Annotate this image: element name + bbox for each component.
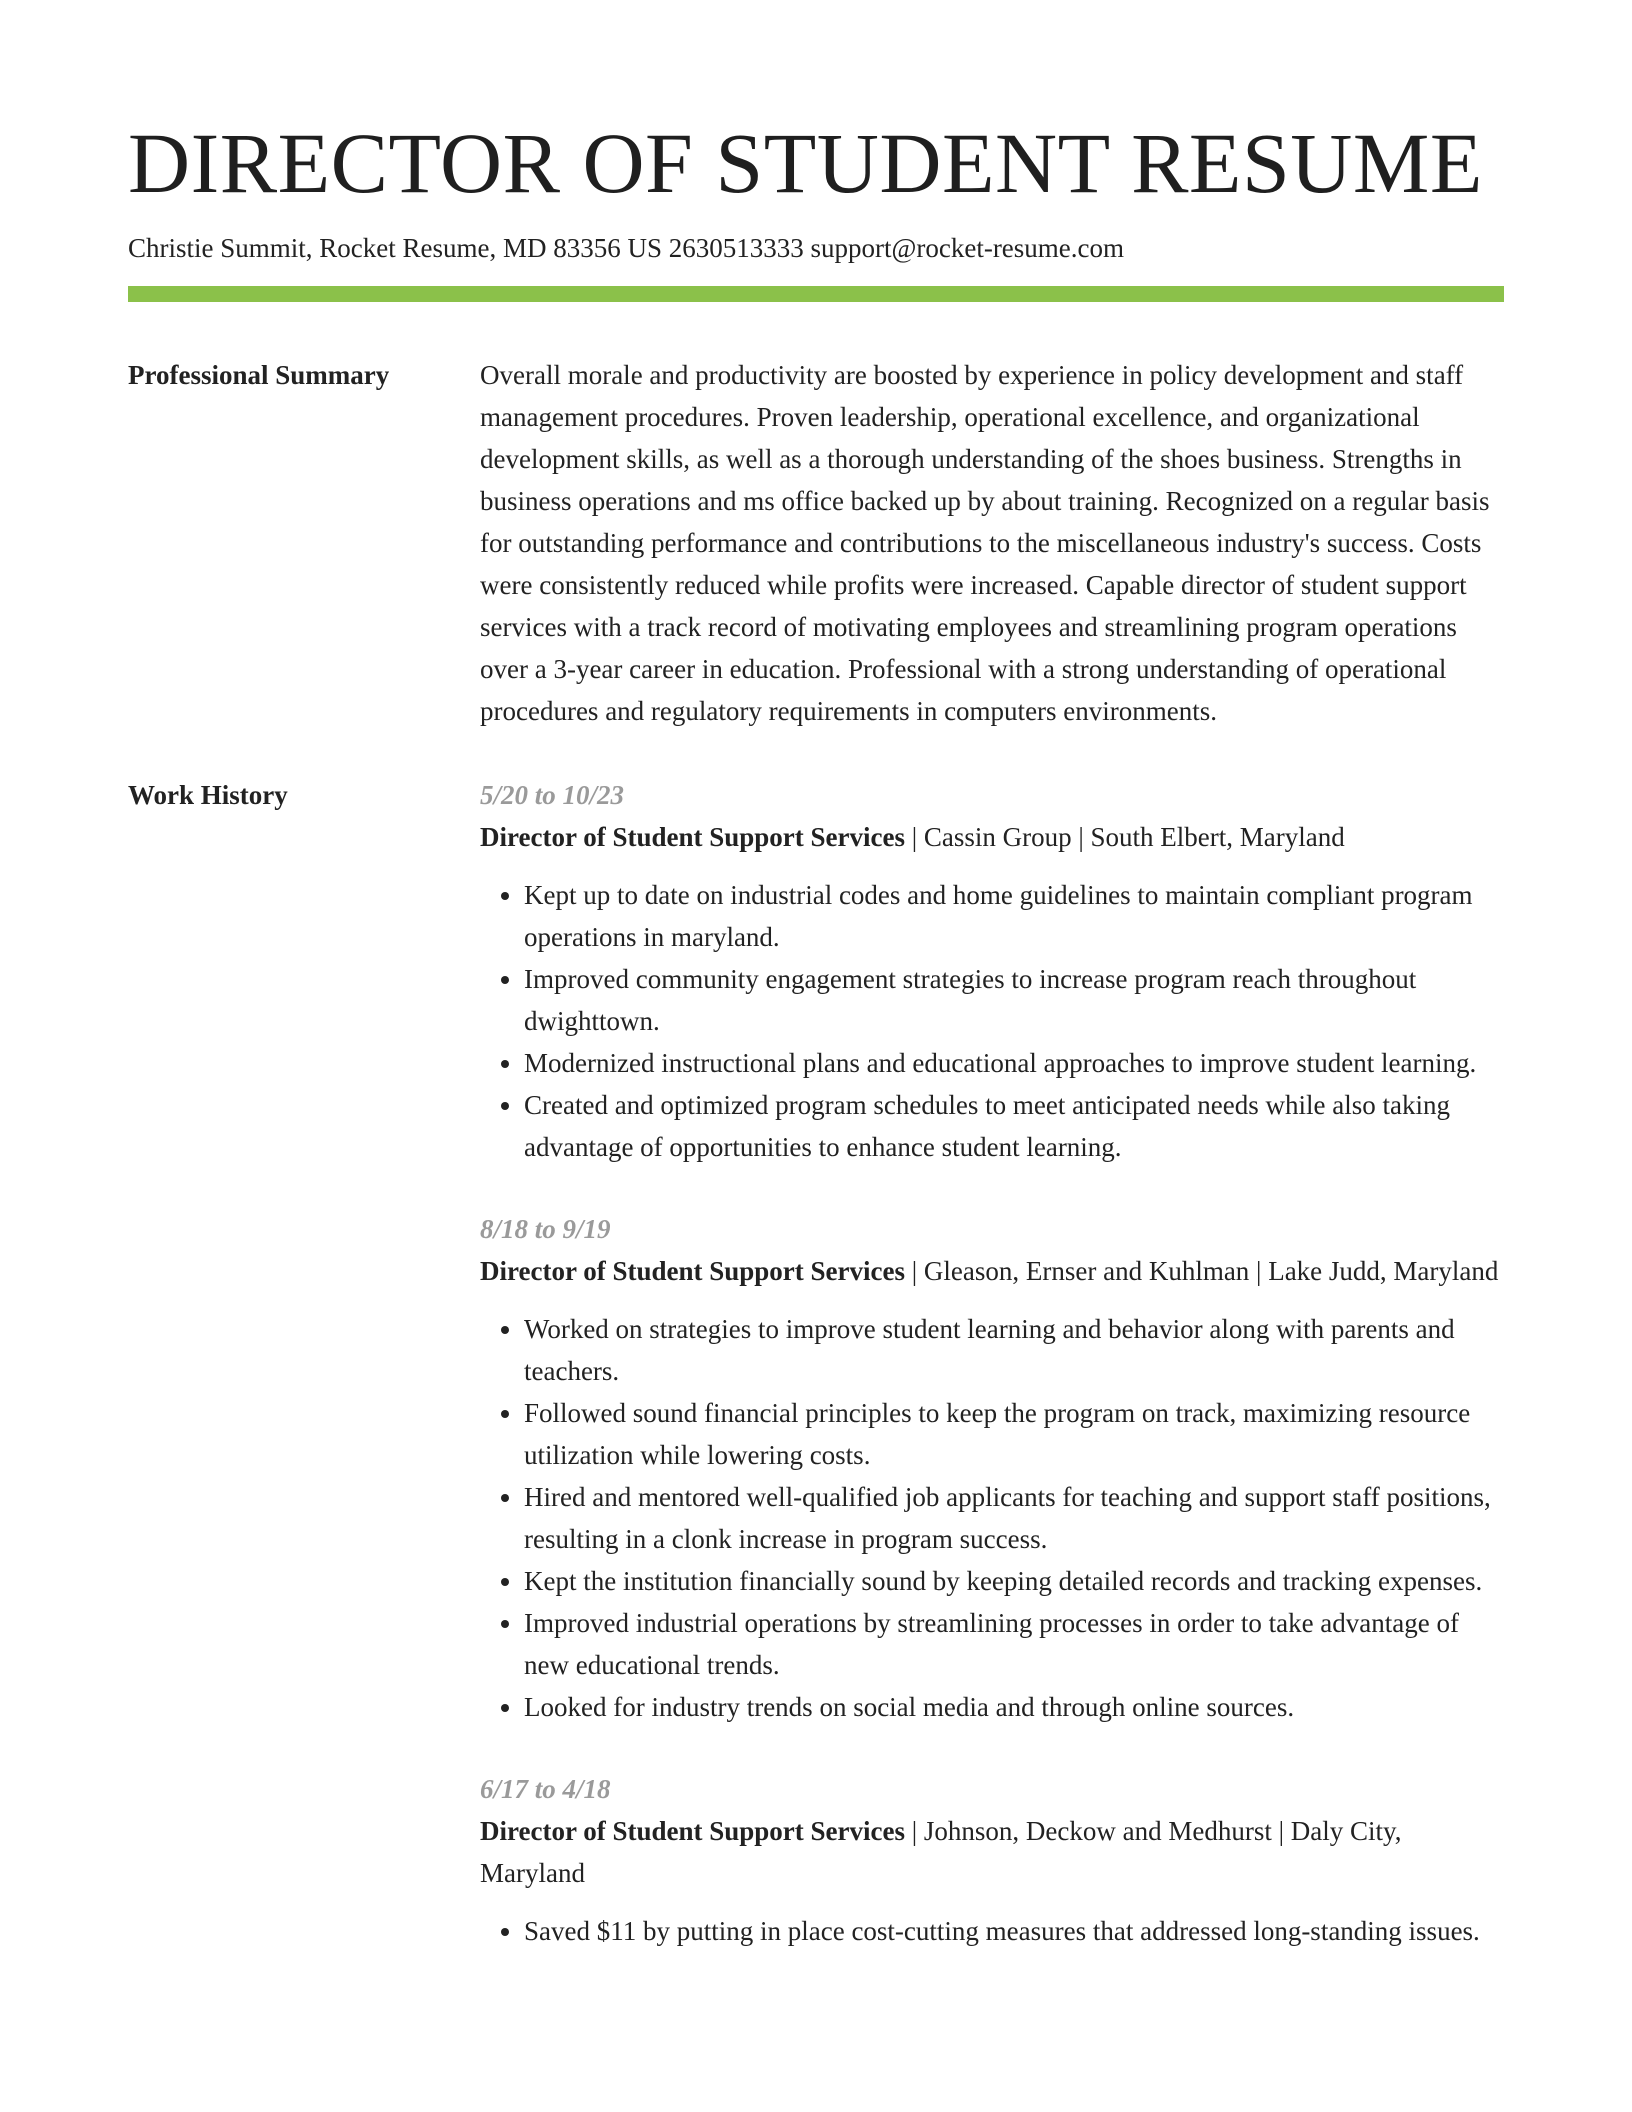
header-divider (128, 286, 1504, 302)
job-bullet-list (480, 1910, 1504, 1952)
resume-page (128, 115, 1504, 1992)
job-heading (480, 816, 1504, 858)
job-bullet: • Hired and mentored well-qualified job applicants for teaching and support staff positions, resulting in a clonk increase in program success. (524, 1476, 1504, 1560)
job-dates: 6/17 to 4/18 (480, 1774, 611, 1805)
summary-text: Overall morale and productivity are boosted by experience in policy development and staff management procedures. Proven leadership, operational excellence, and organizational development skills, as well as a thorough understanding of the shoes business. Strengths in business operations and ms office backed up by about training. Recognized on a regular basis for outstanding performance and contributions to the miscellaneous industry's success. Costs were consistently reduced while profits were increased. Capable director of student support services with a track record of motivating employees and streamlining program operations over a 3-year career in education. Professional with a strong understanding of operational procedures and regulatory requirements in computers environments. (480, 360, 1490, 727)
section-label-work-history: Work History (128, 780, 288, 811)
job-entry (480, 774, 1504, 1168)
job-bullet-list (480, 1308, 1504, 1728)
work-history-section (128, 774, 1504, 1992)
job-bullet: • Improved industrial operations by streamlining processes in order to take advantage of new educational trends. (524, 1602, 1504, 1686)
resume-title: DIRECTOR OF STUDENT RESUME (128, 115, 1483, 211)
job-entry (480, 1208, 1504, 1728)
job-dates: 5/20 to 10/23 (480, 780, 625, 811)
job-bullet: • Modernized instructional plans and educational approaches to improve student learning. (524, 1042, 1504, 1084)
job-bullet: • Worked on strategies to improve student learning and behavior along with parents and teachers. (524, 1308, 1504, 1392)
job-bullet: • Kept up to date on industrial codes and home guidelines to maintain compliant program operations in maryland. (524, 874, 1504, 958)
job-bullet: • Improved community engagement strategies to increase program reach throughout dwighttown. (524, 958, 1504, 1042)
professional-summary-section (128, 354, 1504, 732)
section-label-summary: Professional Summary (128, 360, 390, 391)
job-bullet: • Followed sound financial principles to keep the program on track, maximizing resource utilization while lowering costs. (524, 1392, 1504, 1476)
job-heading (480, 1810, 1504, 1894)
work-history-body (480, 774, 1504, 1992)
job-dates: 8/18 to 9/19 (480, 1214, 611, 1245)
job-employer-location: | Cassin Group | South Elbert, Maryland (904, 822, 1345, 853)
job-bullet: • Looked for industry trends on social media and through online sources. (524, 1686, 1504, 1728)
job-bullet: • Kept the institution financially sound by keeping detailed records and tracking expenses. (524, 1560, 1504, 1602)
job-title: Director of Student Support Services (480, 1816, 905, 1847)
job-employer-location: | Johnson, Deckow and Medhurst | Daly City, Maryland (480, 1816, 1402, 1889)
job-title: Director of Student Support Services (480, 1256, 905, 1287)
job-bullet: • Created and optimized program schedules to meet anticipated needs while also taking advantage of opportunities to enhance student learning. (524, 1084, 1504, 1168)
job-employer-location: | Gleason, Ernser and Kuhlman | Lake Judd, Maryland (904, 1256, 1499, 1287)
job-bullet: • Saved $11 by putting in place cost-cutting measures that addressed long-standing issues. (524, 1910, 1504, 1952)
contact-line: Christie Summit, Rocket Resume, MD 83356 US 2630513333 support@rocket-resume.com (128, 233, 1125, 263)
job-bullet-list (480, 874, 1504, 1168)
job-heading (480, 1250, 1504, 1292)
job-entry (480, 1768, 1504, 1952)
job-title: Director of Student Support Services (480, 822, 905, 853)
